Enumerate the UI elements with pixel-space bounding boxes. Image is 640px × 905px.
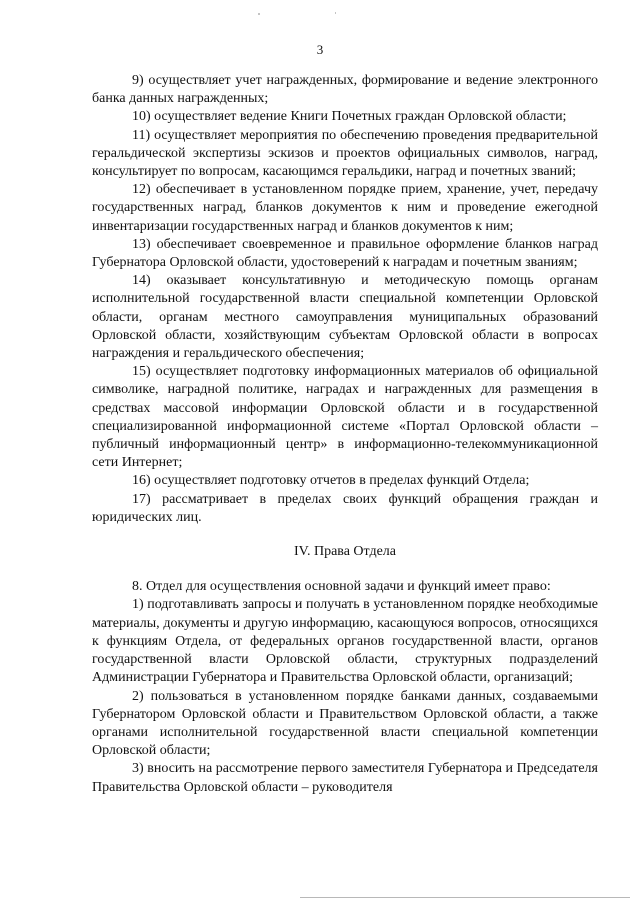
page-number: 3: [316, 42, 324, 57]
list-item: 1) подготавливать запросы и получать в установленном порядке необходимые материалы, документы и другую информацию, касающуюся вопросов, относящихся к функциям Отдела, от федеральных органов государственной власти, органов государственной власти Орловской области, структурных подразделений Администрации Губернатора и Правительства Орловской области, организаций;: [92, 597, 598, 686]
section-heading: IV. Права Отдела: [293, 544, 396, 560]
list-item: 17) рассматривает в пределах своих функций обращения граждан и юридических лиц.: [92, 491, 598, 525]
list-item: 2) пользоваться в установленном порядке банками данных, создаваемыми Губернатором Орловской области и Правительством Орловской области, а также органами исполнительной государственной власти специальной компетенции Орловской области;: [92, 688, 598, 759]
document-body: [92, 72, 598, 797]
list-item: 9) осуществляет учет награжденных, формирование и ведение электронного банка данных награжденных;: [92, 73, 598, 107]
list-item: 15) осуществляет подготовку информационных материалов об официальной символике, наградной политике, наградах и награжденных для размещения в средствах массовой информации Орловской области и в государственной специализированной информационной системе «Портал Орловской области – публичный информационный центр» в информационно-телекоммуникационной сети Интернет;: [92, 364, 598, 471]
list-item: 11) осуществляет мероприятия по обеспечению проведения предварительной геральдической экспертизы эскизов и проектов официальных символов, наград, консультирует по вопросам, касающимся геральдики, наград и почетных званий;: [92, 127, 598, 180]
list-item: 12) обеспечивает в установленном порядке прием, хранение, учет, передачу государственных наград, бланков документов к ним и проведение ежегодной инвентаризации государственных наград и бланков документов к ним;: [92, 182, 598, 234]
list-item: 16) осуществляет подготовку отчетов в пределах функций Отдела;: [132, 473, 530, 489]
scan-speck: [258, 13, 260, 15]
list-item: 3) вносить на рассмотрение первого заместителя Губернатора и Председателя Правительства Орловской области – руководителя: [92, 761, 598, 795]
list-item: 10) осуществляет ведение Книги Почетных граждан Орловской области;: [132, 109, 567, 125]
list-item: 13) обеспечивает своевременное и правильное оформление бланков наград Губернатора Орловской области, удостоверений к наградам и почетным званиям;: [92, 236, 598, 271]
scan-edge-line: [300, 897, 630, 898]
clause-paragraph: 8. Отдел для осуществления основной задачи и функций имеет право:: [132, 579, 551, 595]
list-item: 14) оказывает консультативную и методическую помощь органам исполнительной государственной власти специальной компетенции Орловской области, органам местного самоуправления муниципальных образований Орловской области, хозяйствующим субъектам Орловской области в вопросах награждения и геральдического обеспечения;: [92, 273, 598, 362]
scan-speck: [335, 12, 336, 14]
